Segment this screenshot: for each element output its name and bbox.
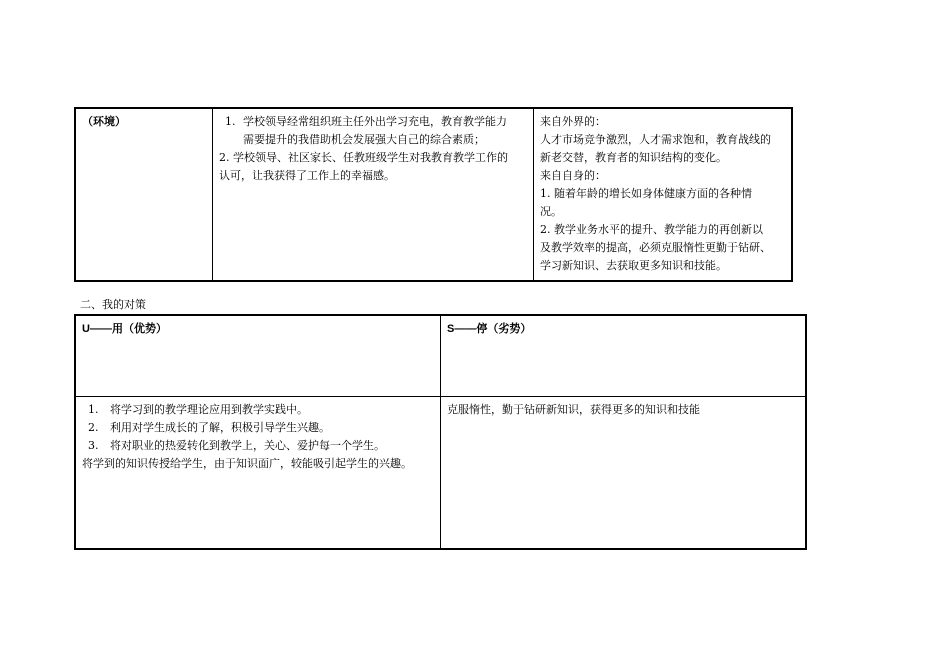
list-item-cont: 认可，让我获得了工作上的幸福感。 xyxy=(219,169,395,182)
text-line: 2. 教学业务水平的提升、教学能力的再创新以 xyxy=(540,223,763,236)
section-heading: 二、我的对策 xyxy=(80,298,146,311)
text-line: 克服惰性，勤于钻研新知识，获得更多的知识和技能 xyxy=(447,403,700,416)
environment-table xyxy=(74,107,793,282)
env-label: （环境） xyxy=(82,115,126,128)
text-line: 及教学效率的提高，必须克服惰性更勤于钻研、 xyxy=(540,241,771,254)
text-line: 来自外界的： xyxy=(540,115,606,128)
strength-header-cell xyxy=(75,315,441,397)
list-item: 2. 学校领导、社区家长、任教班级学生对我教育教学工作的 xyxy=(219,151,508,164)
list-item: 1. 学校领导经常组织班主任外出学习充电，教育教学能力 xyxy=(225,115,507,128)
list-item: 2. 利用对学生成长的了解，积极引导学生兴趣。 xyxy=(88,421,330,434)
strength-header: U——用（优势） xyxy=(82,323,167,335)
weakness-content-cell xyxy=(441,397,807,550)
text-line: 1. 随着年龄的增长如身体健康方面的各种情 xyxy=(540,187,752,200)
text-line: 学习新知识、去获取更多知识和技能。 xyxy=(540,259,727,272)
list-item-cont: 需要提升的我借助机会发展强大自己的综合素质； xyxy=(243,133,485,146)
text-line: 来自自身的： xyxy=(540,169,606,182)
strategy-table xyxy=(74,314,807,550)
text-line: 人才市场竞争激烈，人才需求饱和，教育战线的 xyxy=(540,133,771,146)
strength-content-cell xyxy=(75,397,441,550)
text-line: 况。 xyxy=(540,205,562,218)
env-opportunities-cell xyxy=(213,108,534,281)
weakness-header: S——停（劣势） xyxy=(447,323,532,335)
text-line: 新老交替，教育者的知识结构的变化。 xyxy=(540,151,727,164)
list-item: 1. 将学习到的教学理论应用到教学实践中。 xyxy=(88,403,308,416)
list-item: 3. 将对职业的热爱转化到教学上，关心、爱护每一个学生。 xyxy=(88,439,385,452)
weakness-header-cell xyxy=(441,315,807,397)
env-threats-cell xyxy=(534,108,793,281)
env-label-cell xyxy=(75,108,213,281)
text-line: 将学到的知识传授给学生，由于知识面广，较能吸引起学生的兴趣。 xyxy=(82,457,412,470)
